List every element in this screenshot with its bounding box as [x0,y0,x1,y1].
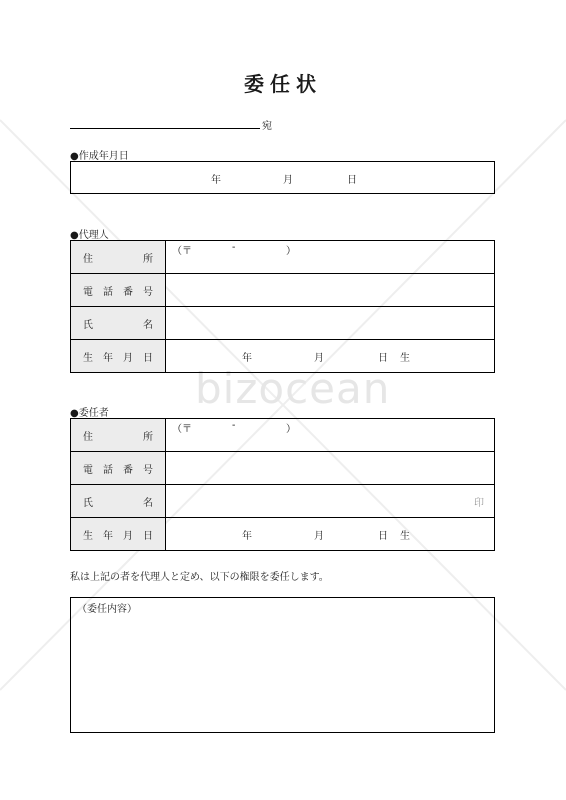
principal-table [70,418,495,551]
label-char: 日 [143,352,153,364]
agent-name-field[interactable] [166,307,495,340]
birth-day-unit: 日 [378,353,388,364]
principal-birthdate-field[interactable] [166,518,495,551]
agent-birthdate-row [71,340,495,373]
principal-name-field[interactable] [166,485,495,518]
delegation-statement: 私は上記の者を代理人と定め、以下の権限を委任します。 [70,572,329,583]
agent-table [70,240,495,373]
label-char: 氏 [83,497,93,509]
postal-open: （〒 [172,246,192,257]
principal-address-label [71,419,166,452]
label-char: 電 [83,464,93,476]
addressee-line[interactable] [70,128,260,129]
label-char: 氏 [83,319,93,331]
agent-phone-row [71,274,495,307]
label-char: 年 [103,530,113,542]
birth-born-suffix: 生 [400,531,410,542]
delegation-content-box[interactable] [70,597,495,733]
birth-born-suffix: 生 [400,353,410,364]
agent-name-row [71,307,495,340]
label-char: 号 [143,464,153,476]
principal-name-row [71,485,495,518]
birth-year-unit: 年 [242,531,252,542]
label-char: 月 [123,352,133,364]
label-char: 名 [143,497,153,509]
document-title: 委任状 [244,72,322,96]
delegation-content-label: （委任内容） [77,604,137,615]
label-char: 住 [83,253,93,265]
agent-address-label [71,241,166,274]
creation-year-unit: 年 [211,175,221,186]
birth-month-unit: 月 [314,353,324,364]
principal-address-row [71,419,495,452]
label-char: 日 [143,530,153,542]
watermark-text: bizocean [195,364,391,413]
label-char: 番 [123,286,133,298]
creation-month-unit: 月 [283,175,293,186]
label-char: 名 [143,319,153,331]
addressee-suffix: 宛 [262,121,272,132]
agent-birthdate-label [71,340,166,373]
postal-dash: - [232,242,236,253]
postal-close: ） [286,424,296,435]
agent-phone-field[interactable] [166,274,495,307]
label-char: 年 [103,352,113,364]
agent-phone-label [71,274,166,307]
birth-day-unit: 日 [378,531,388,542]
seal-mark: 印 [474,497,484,509]
label-char: 所 [143,431,153,443]
agent-birthdate-field[interactable] [166,340,495,373]
agent-section-label: ●代理人 [70,230,109,241]
postal-close: ） [286,246,296,257]
label-char: 話 [103,286,113,298]
principal-phone-row [71,452,495,485]
principal-address-field[interactable] [166,419,495,452]
principal-birthdate-row [71,518,495,551]
postal-dash: - [232,420,236,431]
creation-date-field[interactable] [70,161,495,194]
agent-address-field[interactable] [166,241,495,274]
label-char: 生 [83,530,93,542]
birth-year-unit: 年 [242,353,252,364]
principal-section-label: ●委任者 [70,408,109,419]
label-char: 所 [143,253,153,265]
label-char: 月 [123,530,133,542]
principal-birthdate-label [71,518,166,551]
principal-phone-field[interactable] [166,452,495,485]
principal-name-label [71,485,166,518]
label-char: 号 [143,286,153,298]
agent-name-label [71,307,166,340]
label-char: 生 [83,352,93,364]
birth-month-unit: 月 [314,531,324,542]
label-char: 番 [123,464,133,476]
creation-day-unit: 日 [347,175,357,186]
label-char: 住 [83,431,93,443]
label-char: 電 [83,286,93,298]
creation-date-label: ●作成年月日 [70,151,129,162]
label-char: 話 [103,464,113,476]
agent-address-row [71,241,495,274]
principal-phone-label [71,452,166,485]
postal-open: （〒 [172,424,192,435]
